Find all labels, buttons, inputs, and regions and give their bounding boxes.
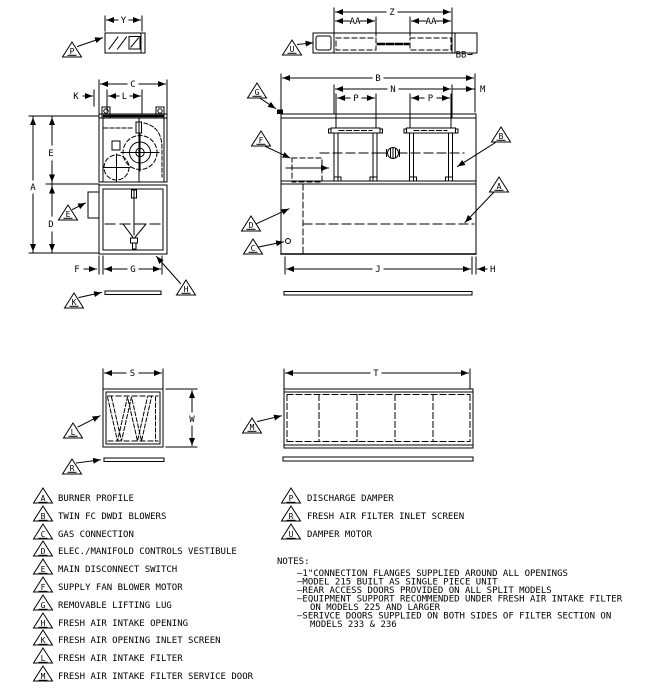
dim-label-k: K xyxy=(73,92,79,102)
dim-label-c: C xyxy=(130,80,136,90)
legend-label: DAMPER MOTOR xyxy=(307,530,373,540)
dim-label-f: F xyxy=(74,265,80,275)
dim-label-j: J xyxy=(375,265,381,275)
dim-label-e: E xyxy=(48,149,54,159)
notes-title: NOTES: xyxy=(277,557,310,567)
legend-label: SUPPLY FAN BLOWER MOTOR xyxy=(58,583,183,593)
legend-letter: U xyxy=(288,530,294,539)
dim-label-h: H xyxy=(490,265,496,275)
view-filter-side xyxy=(243,369,474,461)
legend-right xyxy=(282,488,465,540)
note-line: —1"CONNECTION FLANGES SUPPLIED AROUND ALL OPENINGS xyxy=(297,569,568,579)
note-line: —SERIVCE DOORS SUPPLIED ON BOTH SIDES OF FILTER SECTION ON xyxy=(297,611,612,622)
flag-b: B xyxy=(498,132,504,141)
dim-label-aa-right: AA xyxy=(425,17,437,27)
legend-label: FRESH AIR INTAKE FILTER xyxy=(58,654,183,664)
lifting-lug xyxy=(277,110,283,115)
note-line: —EQUIPMENT SUPPORT RECOMMENDED UNDER FRESH AIR INTAKE FILTER xyxy=(297,594,623,605)
legend-label: BURNER PROFILE xyxy=(58,494,134,504)
legend-letter: R xyxy=(288,512,294,521)
disconnect-switch-box xyxy=(88,192,99,218)
legend-letter: G xyxy=(40,601,46,610)
legend-label: MAIN DISCONNECT SWITCH xyxy=(58,565,178,575)
notes-block xyxy=(277,557,623,630)
legend-letter: A xyxy=(40,494,46,503)
dim-label-s: S xyxy=(129,369,136,379)
note-line: —MODEL 215 BUILT AS SINGLE PIECE UNIT xyxy=(297,577,498,588)
dim-label-n: N xyxy=(390,85,396,95)
legend-label: ELEC./MANIFOLD CONTROLS VESTIBULE xyxy=(58,547,237,557)
legend-label: FRESH AIR FILTER INLET SCREEN xyxy=(307,512,465,522)
view-damper-front xyxy=(63,16,146,57)
legend-label: REMOVABLE LIFTING LUG xyxy=(58,601,172,611)
legend-letter: P xyxy=(288,494,294,503)
dim-label-m: M xyxy=(480,85,486,95)
legend-letter: E xyxy=(40,565,46,574)
flag-h: H xyxy=(183,285,189,294)
flag-l: L xyxy=(70,428,76,437)
dim-label-l: L xyxy=(121,92,128,102)
flag-p: P xyxy=(69,47,75,56)
flag-r: R xyxy=(69,464,75,473)
fan-motor-outline xyxy=(292,158,322,182)
view-damper-top xyxy=(283,8,478,61)
view-unit-rear xyxy=(242,74,511,295)
dim-label-d: D xyxy=(48,220,54,230)
flag-a: A xyxy=(496,182,502,191)
dim-label-p-left: P xyxy=(353,94,359,104)
legend-label: GAS CONNECTION xyxy=(58,530,134,540)
dim-label-p-right: P xyxy=(427,94,434,104)
damper-motor-box xyxy=(316,36,331,50)
legend-letter: C xyxy=(40,530,46,539)
note-line: —REAR ACCESS DOORS PROVIDED ON ALL SPLIT MODELS xyxy=(297,586,552,596)
dim-label-a: A xyxy=(30,183,36,193)
dim-label-bb: BB xyxy=(455,50,467,61)
dim-label-y: Y xyxy=(120,16,127,26)
legend-label: FRESH AIR INTAKE OPENING xyxy=(58,619,189,629)
legend-letter: K xyxy=(40,636,46,645)
flag-m: M xyxy=(249,423,255,432)
flag-f: F xyxy=(258,136,264,145)
legend-label: FRESH AIR OPENING INLET SCREEN xyxy=(58,636,221,646)
note-line-continuation: MODELS 233 & 236 xyxy=(310,620,397,630)
legend-left xyxy=(34,488,254,682)
legend-letter: B xyxy=(40,512,46,521)
dim-label-b: B xyxy=(375,74,381,84)
dim-label-w: W xyxy=(189,415,195,425)
note-line-continuation: ON MODELS 225 AND LARGER xyxy=(310,603,441,613)
legend-label: FRESH AIR INTAKE FILTER SERVICE DOOR xyxy=(58,672,254,682)
flag-g: G xyxy=(254,88,260,97)
dim-label-aa-left: AA xyxy=(349,17,361,27)
legend-letter: F xyxy=(40,583,46,592)
flag-u: U xyxy=(289,45,295,54)
legend-letter: L xyxy=(40,654,46,663)
legend-letter: D xyxy=(40,547,46,556)
dim-label-z: Z xyxy=(389,8,395,18)
legend-letter: H xyxy=(40,619,46,628)
view-unit-front xyxy=(29,80,196,308)
flag-e: E xyxy=(65,210,71,219)
gas-connection-point xyxy=(286,239,291,244)
legend-label: TWIN FC DWDI BLOWERS xyxy=(58,512,167,522)
legend-letter: M xyxy=(40,672,46,681)
flag-c: C xyxy=(250,244,256,253)
flag-k: K xyxy=(71,298,77,307)
view-filter-front xyxy=(63,369,198,474)
legend-label: DISCHARGE DAMPER xyxy=(307,494,394,504)
dim-label-g: G xyxy=(130,265,136,275)
dim-label-t: T xyxy=(373,369,379,379)
flag-d: D xyxy=(248,221,254,230)
